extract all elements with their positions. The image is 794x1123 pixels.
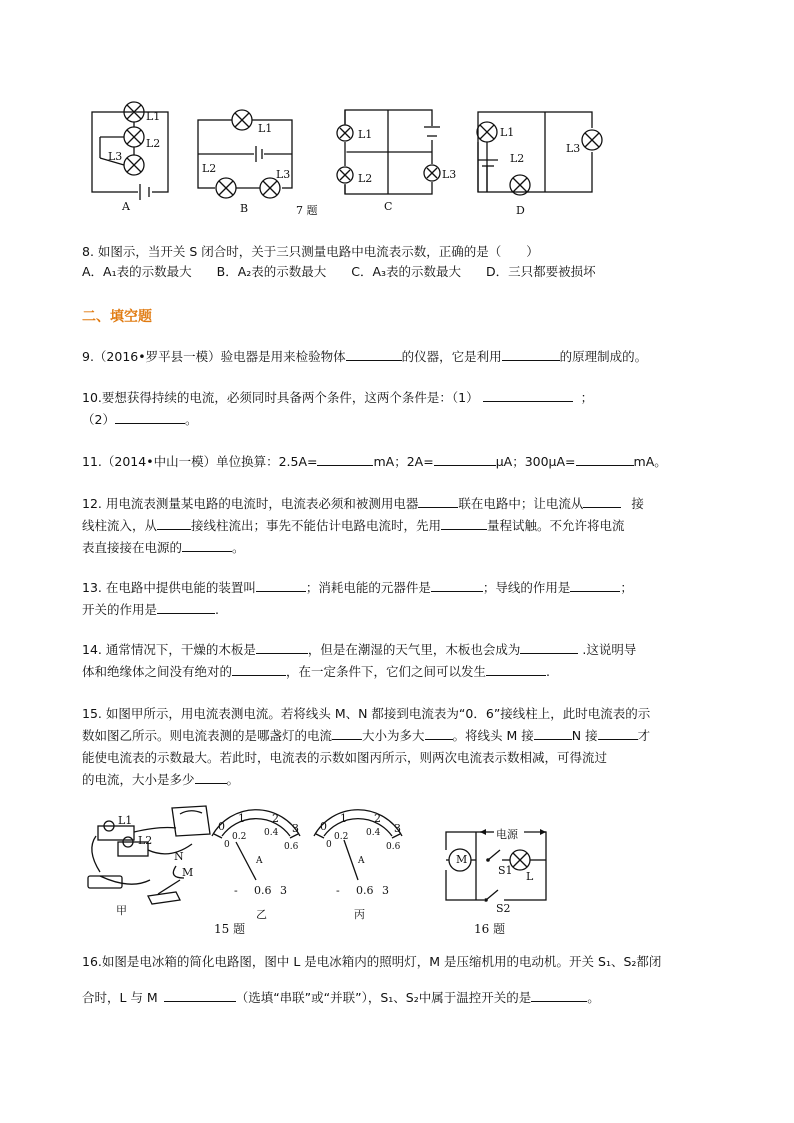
q10-text-2: ； [580,390,594,405]
q14-text-1: 14. 通常情况下，干燥的木板是 [82,642,256,657]
q11-text-1: 11.（2014•中山一模）单位换算：2.5A= [82,454,318,469]
q9-text-3: 的原理制成的。 [559,349,648,364]
q14-text-6: . [546,664,551,679]
q16-text-2: （选填“串联”或“并联”），S₁、S₂中属于温控开关的是 [235,990,532,1005]
s2-label: S2 [496,902,511,915]
yi-scale-top-1: 1 [238,812,245,825]
q11-text-4: mA。 [633,454,667,469]
fig15-yi: 乙 [256,908,267,921]
yi-scale-top-2: 2 [272,812,279,825]
q12-text-7: 表直接接在电源的 [82,540,183,555]
q11-text-3: μA；300μA= [495,454,576,469]
q15-text-5: 才 [637,728,651,743]
q15-text-4: N 接 [571,728,598,743]
q15-text-2: 大小为多大 [362,728,425,743]
power-label: 电源 [496,828,518,841]
yi-scale-bot-1: 0.2 [232,832,247,842]
q14-text-4: 体和绝缘体之间没有绝对的 [82,664,233,679]
bing-scale-bot-3: 0.6 [386,842,401,852]
q13-text-1: 13. 在电路中提供电能的装置叫 [82,580,256,595]
q12-text-3: 接 [631,496,644,511]
q16-text-3: 。 [587,990,600,1005]
lamp-label-c1: L1 [358,128,373,141]
yi-scale-top-0: 0 [218,820,225,833]
bing-term-3: 3 [382,884,389,897]
question-15-line3: 能使电流表的示数最大。若此时，电流表的示数如图丙所示，则两次电流表示数相减，可得流过 [82,750,608,765]
bing-scale-top-2: 2 [374,812,381,825]
question-8-options: A．A₁表的示数最大 B．A₂表的示数最大 C．A₃表的示数最大 D．三只都要被损坏 [82,264,596,279]
q9-text-2: 的仪器，它是利用 [401,349,502,364]
yi-term-3: 3 [280,884,287,897]
lamp-label-c2: L2 [358,172,373,185]
lamp-label-c3: L3 [442,168,457,181]
lamp-label-d3: L3 [566,142,581,155]
fig15-caption: 15 题 [214,922,246,936]
yi-scale-top-3: 3 [292,822,299,835]
bing-scale-bot-0: 0 [326,840,332,850]
lamp-label-d2: L2 [510,152,525,165]
question-15-line1: 15. 如图甲所示，用电流表测电流。若将线头 M、N 都接到电流表为“0．6”接线柱上，此时电流表的示 [82,706,651,721]
q10-text-4: 。 [184,412,198,427]
q16-blank-2[interactable] [531,987,587,1002]
q12-text-6: 量程试触。不允许将电流 [487,518,625,533]
bing-scale-bot-2: 0.4 [366,828,381,838]
q12-text-5: 接线柱流出；事先不能估计电路电流时，先用 [191,518,442,533]
q11-text-2: mA；2A= [373,454,434,469]
fig15-bing: 丙 [354,908,365,921]
bing-scale-bot-1: 0.2 [334,832,349,842]
yi-term-1: - [234,884,238,897]
q15-text-1: 数如图乙所示。则电流表测的是哪盏灯的电流 [82,728,333,743]
fig15-jia: 甲 [116,904,127,917]
lamp-label-a3: L3 [108,150,123,163]
motor-label: M [456,853,468,866]
fig15-l2: L2 [138,834,153,847]
q12-text-2: 联在电路中；让电流从 [458,496,584,511]
label-d: D [516,204,525,217]
q13-text-5: 开关的作用是 [82,602,158,617]
bing-term-2: 0.6 [356,884,374,897]
lamp-l-label: L [526,870,534,883]
bing-scale-top-1: 1 [340,812,347,825]
q13-text-3: ；导线的作用是 [482,580,571,595]
section-title: 二、填空题 [82,309,152,325]
label-b: B [240,202,249,215]
q16-text-1: 合时，L 与 M [82,990,158,1005]
q10-text-3: （2） [82,412,115,427]
q12-text-1: 12. 用电流表测量某电路的电流时，电流表必须和被测用电器 [82,496,419,511]
bing-scale-top-3: 3 [394,822,401,835]
yi-scale-bot-3: 0.6 [284,842,299,852]
lamp-label-a2: L2 [146,137,161,150]
yi-scale-bot-0: 0 [224,840,230,850]
label-a: A [122,200,130,213]
bing-scale-top-0: 0 [320,820,327,833]
yi-term-2: 0.6 [254,884,272,897]
q15-text-3: 。将线头 M 接 [452,728,534,743]
question-8-stem: 8. 如图示，当开关 S 闭合时，关于三只测量电路中电流表示数，正确的是（ ） [82,244,539,259]
fig15-m: M [182,866,194,879]
fig15-l1: L1 [118,814,133,827]
bing-unit: A [358,856,365,866]
lamp-label-a1: L1 [146,110,161,123]
question-16-line1: 16.如图是电冰箱的简化电路图，图中 L 是电冰箱内的照明灯，M 是压缩机用的电动机。开关 S₁、S₂都闭 [82,954,662,969]
q12-text-4: 线柱流入，从 [82,518,158,533]
lamp-label-b3: L3 [276,168,291,181]
question-16-line2 [82,986,600,1010]
q9-text-1: 9.（2016•罗平县一模）验电器是用来检验物体 [82,349,346,364]
q13-text-4: ； [620,580,633,595]
q15-text-7: 。 [226,772,240,787]
fig16-caption: 16 题 [474,922,506,936]
yi-scale-bot-2: 0.4 [264,828,279,838]
label-c: C [384,200,393,213]
q14-text-5: ，在一定条件下，它们之间可以发生 [286,664,487,679]
q16-blank-1[interactable] [164,987,236,1002]
lamp-label-d1: L1 [500,126,515,139]
q14-text-3: .这说明导 [582,642,637,657]
q13-text-6: . [215,602,219,617]
lamp-label-b1: L1 [258,122,273,135]
q13-text-2: ；消耗电能的元器件是 [305,580,431,595]
q12-text-8: 。 [232,540,245,555]
fig7-caption: 7 题 [296,204,318,217]
q10-text-1: 10.要想获得持续的电流，必须同时具备两个条件，这两个条件是：（1） [82,390,479,405]
q15-text-6: 的电流，大小是多少 [82,772,195,787]
lamp-label-b2: L2 [202,162,217,175]
q14-text-2: ，但是在潮湿的天气里，木板也会成为 [307,642,521,657]
yi-unit: A [256,856,263,866]
fig15-n: N [174,850,184,863]
bing-term-1: - [336,884,340,897]
s1-label: S1 [498,864,513,877]
